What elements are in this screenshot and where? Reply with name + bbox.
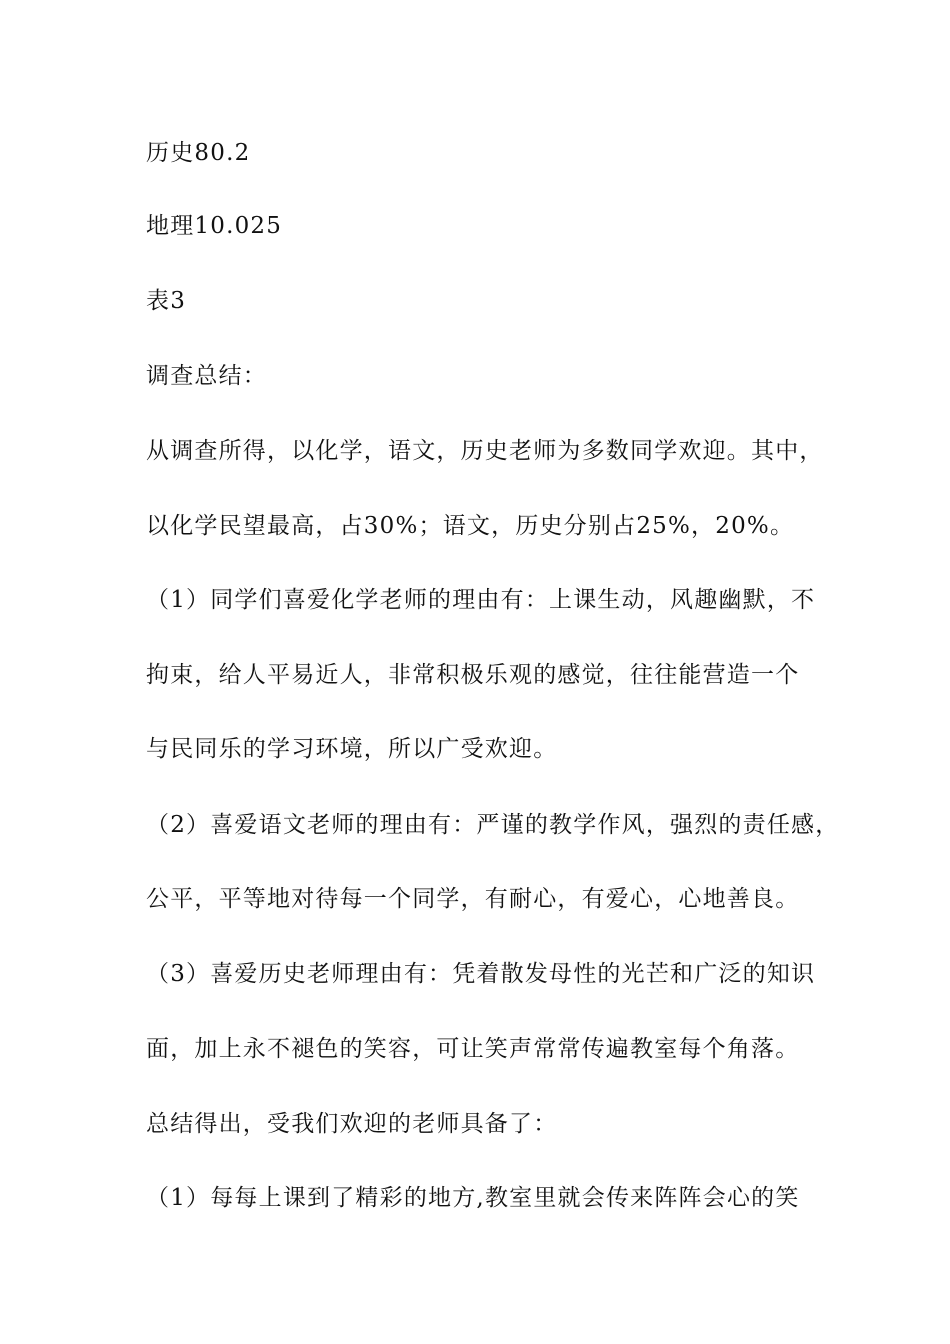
paragraph-line: 面，加上永不褪色的笑容，可让笑声常常传遍教室每个角落。 (146, 1036, 800, 1062)
section-heading: 调查总结： (146, 363, 267, 389)
paragraph-line: 公平，平等地对待每一个同学，有耐心，有爱心，心地善良。 (146, 886, 800, 912)
paragraph-line: （1）每每上课到了精彩的地方,教室里就会传来阵阵会心的笑 (146, 1185, 800, 1211)
score-history-line: 历史80.2 (146, 140, 251, 166)
paragraph-line: 拘束，给人平易近人，非常积极乐观的感觉，往往能营造一个 (146, 662, 800, 688)
paragraph-line: 总结得出，受我们欢迎的老师具备了： (146, 1111, 558, 1137)
paragraph-line: （2）喜爱语文老师的理由有：严谨的教学作风，强烈的责任感， (146, 812, 840, 838)
paragraph-line: （3）喜爱历史老师理由有：凭着散发母性的光芒和广泛的知识 (146, 961, 816, 987)
paragraph-line: 与民同乐的学习环境，所以广受欢迎。 (146, 736, 558, 762)
paragraph-line: 以化学民望最高，占30%；语文，历史分别占25%，20%。 (146, 513, 795, 539)
table-caption: 表3 (146, 288, 187, 314)
paragraph-line: 从调查所得，以化学，语文，历史老师为多数同学欢迎。其中， (146, 438, 824, 464)
score-geography-line: 地理10.025 (146, 213, 283, 239)
paragraph-line: （1）同学们喜爱化学老师的理由有：上课生动，风趣幽默，不 (146, 587, 816, 613)
